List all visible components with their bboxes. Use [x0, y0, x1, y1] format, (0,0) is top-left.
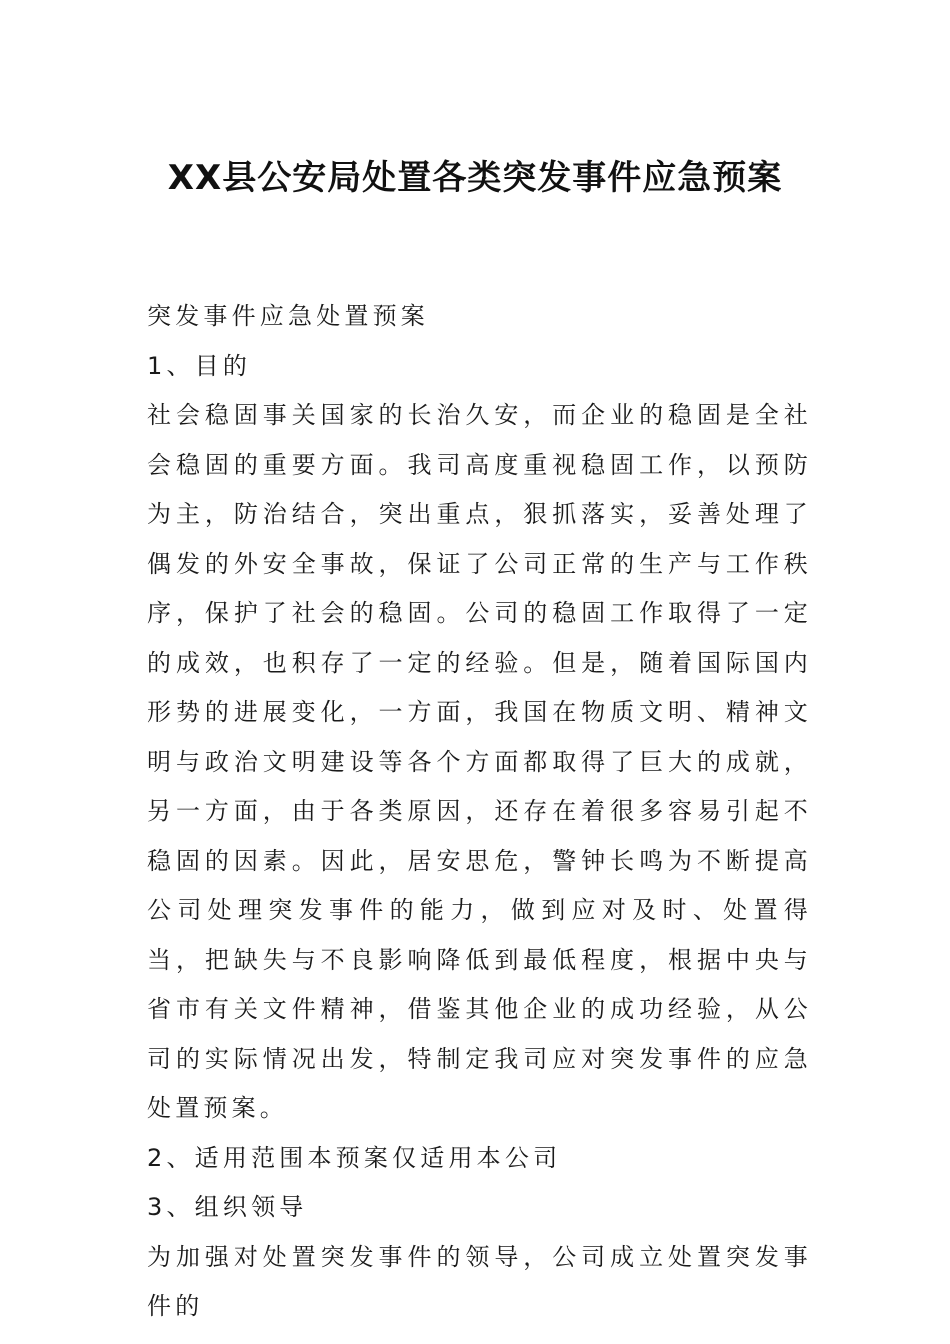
document-title: XX县公安局处置各类突发事件应急预案 — [167, 158, 783, 198]
section-1-paragraph: 社会稳固事关国家的长治久安，而企业的稳固是全社会稳固的重要方面。我司高度重视稳固工作，以预防为主，防治结合，突出重点，狠抓落实，妥善处理了偶发的外安全事故，保证了公司正常的生产与工作秩序，保护了社会的稳固。公司的稳固工作取得了一定的成效，也积存了一定的经验。但是，随着国际国内形势的进展变化，一方面，我国在物质文明、精神文明与政治文明建设等各个方面都取得了巨大的成就，另一方面，由于各类原因，还存在着很多容易引起不稳固的因素。因此，居安思危，警钟长鸣为不断提高公司处理突发事件的能力，做到应对及时、处置得当，把缺失与不良影响降低到最低程度，根据中央与省市有关文件精神，借鉴其他企业的成功经验，从公司的实际情况出发，特制定我司应对突发事件的应急处置预案。 — [147, 401, 812, 1122]
document-body — [147, 292, 812, 1332]
section-3-paragraph: 为加强对处置突发事件的领导，公司成立处置突发事件的 — [147, 1242, 812, 1320]
section-3-heading: 3、组织领导 — [147, 1193, 308, 1221]
document-subtitle: 突发事件应急处置预案 — [147, 302, 429, 330]
section-1-heading: 1、目的 — [147, 351, 252, 380]
section-2-heading: 2、适用范围本预案仅适用本公司 — [147, 1143, 562, 1172]
